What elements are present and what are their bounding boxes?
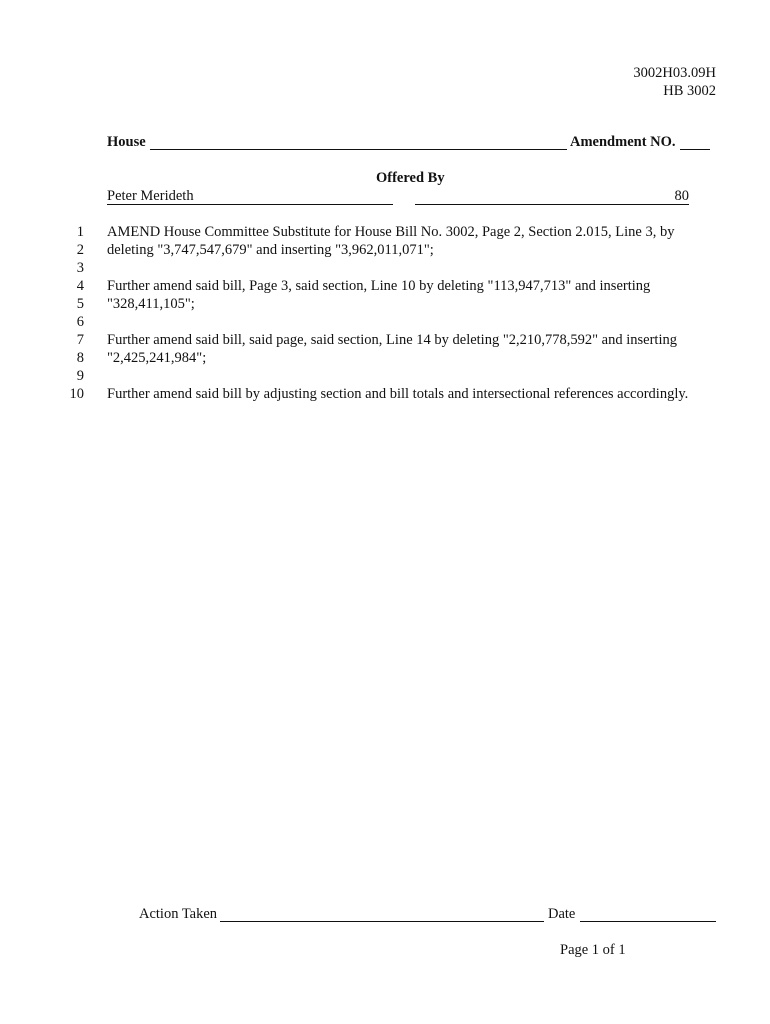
- line-number: 5: [76, 296, 84, 312]
- sponsor-row: [107, 188, 689, 208]
- amendment-line-text: "2,425,241,984";: [107, 350, 207, 366]
- house-blank-line: [150, 149, 567, 150]
- offered-by-heading: Offered By: [376, 170, 445, 186]
- sponsor-district-underline: [415, 204, 689, 205]
- sponsor-name-underline: [107, 204, 393, 205]
- amendment-line-text: AMEND House Committee Substitute for House Bill No. 3002, Page 2, Section 2.015, Line 3, by: [107, 224, 675, 240]
- line-number-column: [54, 223, 84, 403]
- amendment-line-text: deleting "3,747,547,679" and inserting "3,962,011,071";: [107, 242, 434, 258]
- line-number: 9: [76, 368, 84, 384]
- action-taken-blank-line: [220, 921, 544, 922]
- sponsor-district: 80: [674, 188, 689, 204]
- line-number: 8: [76, 350, 84, 366]
- amendment-text: [107, 223, 727, 403]
- amendment-line-text: "328,411,105";: [107, 296, 195, 312]
- line-number: 4: [76, 278, 84, 294]
- document-code: 3002H03.09H: [633, 65, 716, 81]
- line-number: 2: [76, 242, 84, 258]
- line-number: 3: [76, 260, 84, 276]
- sponsor-name: Peter Merideth: [107, 188, 194, 204]
- amendment-line-text: Further amend said bill by adjusting section and bill totals and intersectional references accordingly.: [107, 386, 689, 402]
- amendment-line-text: Further amend said bill, said page, said section, Line 14 by deleting "2,210,778,592" and inserting: [107, 332, 677, 348]
- line-number: 7: [76, 332, 84, 348]
- house-amendment-row: [107, 134, 711, 154]
- amendment-number-label: Amendment NO.: [570, 134, 676, 150]
- date-blank-line: [580, 921, 716, 922]
- line-number: 1: [76, 224, 84, 240]
- bill-identifier: [633, 64, 716, 100]
- date-label: Date: [548, 906, 576, 922]
- bill-number: HB 3002: [663, 83, 716, 99]
- amendment-line-text: [107, 259, 727, 277]
- amendment-line-text: Further amend said bill, Page 3, said section, Line 10 by deleting "113,947,713" and inserting: [107, 278, 651, 294]
- house-label: House: [107, 134, 146, 150]
- line-number: 6: [76, 314, 84, 330]
- action-taken-label: Action Taken: [139, 906, 218, 922]
- line-number: 10: [69, 386, 84, 402]
- amendment-number-blank-line: [680, 149, 710, 150]
- amendment-line-text: [107, 367, 727, 385]
- action-taken-row: [139, 906, 717, 926]
- page-indicator: Page 1 of 1: [560, 942, 626, 958]
- amendment-line-text: [107, 313, 727, 331]
